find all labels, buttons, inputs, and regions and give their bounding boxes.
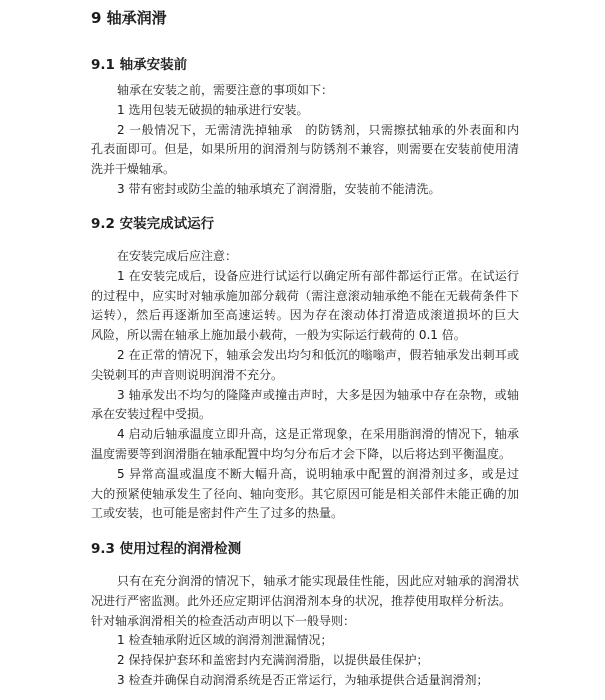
text-line: 尖锐刺耳的声音则说明润滑不充分。 [91, 367, 284, 382]
text-line: 承在安装过程中受损。 [91, 407, 212, 422]
section-heading: 9.3 使用过程的润滑检测 [91, 541, 242, 557]
text-line: 的过程中，应实时对轴承施加部分载荷（需注意滚动轴承绝不能在无载荷条件下 [91, 288, 519, 303]
text-line: 在安装完成后应注意： [117, 249, 238, 263]
paragraph-2-3 [91, 346, 519, 386]
paragraph-3-5 [91, 671, 519, 691]
text-line: 针对轴承润滑相关的检查活动声明以下一般导则： [91, 613, 356, 628]
text-line: 1 检查轴承附近区域的润滑剂泄漏情况； [117, 633, 333, 648]
section-1 [91, 55, 519, 200]
section-heading: 9.1 轴承安装前 [91, 57, 188, 73]
section-3 [91, 539, 519, 691]
text-line: 5 异常高温或温度不断大幅升高，说明轴承中配置的润滑剂过多，或是过 [117, 466, 519, 481]
paragraph-1-1 [91, 81, 519, 101]
text-line: 风险，所以需在轴承上施加最小载荷，一般为实际运行载荷的 0.1 倍。 [91, 328, 466, 343]
paragraph-1-4 [91, 180, 519, 200]
section-2 [91, 214, 519, 524]
text-line: 4 启动后轴承温度立即升高，这是正常现象，在采用脂润滑的情况下，轴承 [117, 427, 519, 442]
text-line: 3 轴承发出不均匀的隆隆声或撞击声时，大多是因为轴承中存在杂物，或轴 [117, 387, 519, 402]
section-heading: 9.2 安装完成试运行 [91, 216, 215, 232]
paragraph-2-4 [91, 386, 519, 426]
text-line: 大的预紧使轴承发生了径向、轴向变形。其它原因可能是相关部件未能正确的加 [91, 486, 519, 501]
text-line: 1 在安装完成后，设备应进行试运行以确定所有部件都运行正常。在试运行 [117, 268, 519, 283]
text-line: 工或安装，也可能是密封件产生了过多的热量。 [91, 506, 344, 521]
paragraph-2-5 [91, 425, 519, 465]
text-line: 只有在充分润滑的情况下，轴承才能实现最佳性能，因此应对轴承的润滑状 [117, 574, 519, 588]
text-line: 轴承在安装之前，需要注意的事项如下： [117, 83, 334, 97]
paragraph-3-4 [91, 651, 519, 671]
text-line: 况进行严密监测。此外还应定期评估润滑剂本身的状况，推荐使用取样分析法。 [91, 593, 512, 608]
text-line: 2 保持保护套环和盖密封内充满润滑脂，以提供最佳保护； [117, 653, 429, 668]
text-line: 孔表面即可。但是，如果所用的润滑剂与防锈剂不兼容，则需要在安装前使用清 [91, 142, 519, 157]
text-line: 温度需要等到润滑脂在轴承配置中均匀分布后才会下降，以后将达到平衡温度。 [91, 446, 512, 461]
text-line: 运转），然后再逐渐加至高速运转。因为存在滚动体打滑造成滚道损坏的巨大 [91, 308, 519, 323]
paragraph-3-2 [91, 612, 519, 632]
paragraph-2-2 [91, 267, 519, 346]
page-title: 9 轴承润滑 [91, 9, 167, 27]
paragraph-2-1 [91, 247, 519, 267]
text-line: 1 选用包装无破损的轴承进行安装。 [117, 102, 309, 117]
text-line: 3 检查并确保自动润滑系统是否正常运行，为轴承提供合适量润滑剂； [117, 672, 489, 687]
text-line: 2 一般情况下，无需清洗掉轴承 的防锈剂，只需擦拭轴承的外表面和内 [117, 122, 519, 137]
text-line: 洗并干燥轴承。 [91, 162, 176, 177]
text-line: 2 在正常的情况下，轴承会发出均匀和低沉的嗡嗡声，假若轴承发出刺耳或 [117, 347, 519, 362]
paragraph-1-3 [91, 121, 519, 180]
text-line: 3 带有密封或防尘盖的轴承填充了润滑脂，安装前不能清洗。 [117, 181, 441, 196]
paragraph-1-2 [91, 101, 519, 121]
paragraph-2-6 [91, 465, 519, 524]
paragraph-3-1 [91, 572, 519, 612]
paragraph-3-3 [91, 631, 519, 651]
